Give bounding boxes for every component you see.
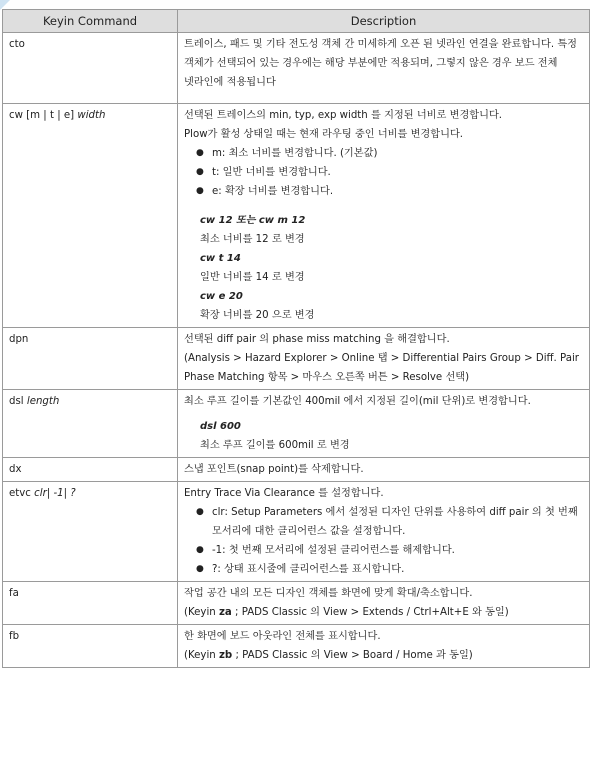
description-cell [178,625,590,668]
bullet-icon: ● [196,564,204,574]
example-description: 일반 너비를 14 로 변경 [200,272,305,283]
description-line: 작업 공간 내의 모든 디자인 객체를 화면에 맞게 확대/축소합니다. [184,588,473,599]
description-note: (Keyin zb ; PADS Classic 의 View > Board / Home 과 동일) [184,650,473,661]
description-line: Entry Trace Via Clearance 를 설정합니다. [184,488,384,499]
command-cell [3,104,178,328]
command-argument: width [77,110,106,121]
table-row-fa [3,582,590,625]
example-command: cw t 14 [200,253,241,264]
command-name: dpn [9,334,29,345]
list-item: ● t: 일반 너비를 변경합니다. [212,163,583,182]
example-command: dsl 600 [200,421,241,432]
table-row-cw [3,104,590,328]
description-line: 선택된 diff pair 의 phase miss matching 을 해결합니다. [184,334,450,345]
header-description: Description [178,10,590,33]
description-cell [178,458,590,482]
bullet-icon: ● [196,186,204,196]
example-description: 최소 너비를 12 로 변경 [200,234,305,245]
command-argument: clr| -1| ? [34,488,76,499]
description-text: 스냅 포인트(snap point)를 삭제합니다. [184,464,364,475]
command-cell [3,482,178,582]
description-line: 한 화면에 보드 아웃라인 전체를 표시합니다. [184,631,381,642]
command-name: fb [9,631,20,642]
bullet-icon: ● [196,148,204,158]
example-command: cw e 20 [200,291,243,302]
option-list [184,503,583,579]
table-row-dx [3,458,590,482]
list-item: ● -1: 첫 번째 모서리에 설정된 클리어런스를 해제합니다. [212,541,583,560]
description-cell [178,482,590,582]
description-cell [178,582,590,625]
command-name: cto [9,39,25,50]
command-name: dx [9,464,22,475]
command-name: etvc [9,488,31,499]
description-cell [178,104,590,328]
description-line: Plow가 활성 상태일 때는 현재 라우팅 중인 너비를 변경합니다. [184,129,464,140]
keyin-shortcut: zb [218,650,233,661]
command-cell [3,390,178,458]
bullet-icon: ● [196,545,204,555]
table-row-etvc [3,482,590,582]
bullet-icon: ● [196,167,204,177]
bullet-icon: ● [196,507,204,517]
description-line: 최소 루프 길이를 기본값인 400mil 에서 지정된 길이(mil 단위)로 변경합니다. [184,396,531,407]
table-row-dsl [3,390,590,458]
command-argument: length [26,396,60,407]
command-cell [3,582,178,625]
list-item: ● clr: Setup Parameters 에서 설정된 디자인 단위를 사용하여 diff pair 의 첫 번째 모서리에 대한 클리어런스 값을 설정합니다. [212,503,583,541]
command-name: dsl [9,396,24,407]
description-cell [178,33,590,104]
list-item: ● ?: 상태 표시줄에 클리어런스를 표시합니다. [212,560,583,579]
description-cell [178,328,590,390]
option-list [184,144,583,201]
example-command: cw 12 또는 cw m 12 [200,215,306,226]
description-note: (Keyin za ; PADS Classic 의 View > Extends / Ctrl+Alt+E 와 동일) [184,607,509,618]
command-cell [3,458,178,482]
description-cell [178,390,590,458]
list-item: ● m: 최소 너비를 변경합니다. (기본값) [212,144,583,163]
description-line: 선택된 트레이스의 min, typ, exp width 를 지정된 너비로 변경합니다. [184,110,503,121]
table-row-cto [3,33,590,104]
description-line: (Analysis > Hazard Explorer > Online 탭 > Differential Pairs Group > Diff. Pair Phase Matching 항목 > 마우스 오른쪽 버튼 > Resolve 선택) [184,353,579,383]
list-item: ● e: 확장 너비를 변경합니다. [212,182,583,201]
description-text: 트레이스, 패드 및 기타 전도성 객체 간 미세하게 오픈 된 넷라인 연결을 완료합니다. 특정 객체가 선택되어 있는 경우에는 해당 부분에만 적용되며, 그렇지 않은 경우 보드 전체 넷라인에 적용됩니다 [184,39,578,88]
example-description: 최소 루프 길이를 600mil 로 변경 [200,440,350,451]
command-cell [3,328,178,390]
command-cell [3,625,178,668]
table-header-row [3,10,590,33]
table-row-fb [3,625,590,668]
example-description: 확장 너비를 20 으로 변경 [200,310,315,321]
header-keyin-command: Keyin Command [3,10,178,33]
command-name: fa [9,588,19,599]
command-cell [3,33,178,104]
table-row-dpn [3,328,590,390]
keyin-command-table [2,9,590,668]
command-name: cw [m | t | e] [9,110,75,121]
keyin-shortcut: za [218,607,232,618]
